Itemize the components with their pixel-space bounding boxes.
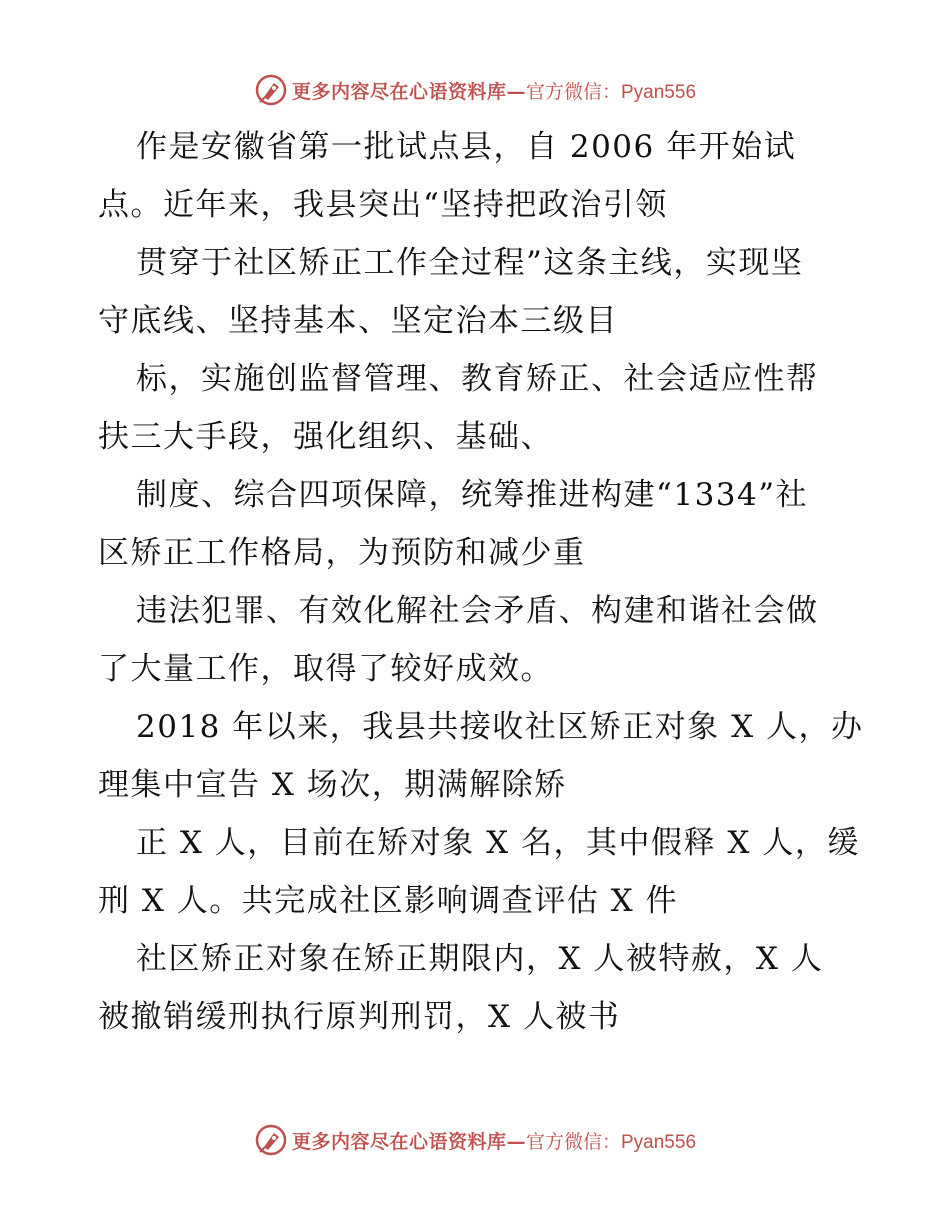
text-line: 点。近年来，我县突出“坚持把政治引领 — [98, 187, 668, 223]
header-banner — [0, 70, 950, 110]
text-line: 区矫正工作格局，为预防和减少重 — [98, 535, 586, 571]
text-line: 贯穿于社区矫正工作全过程”这条主线，实现坚 — [136, 245, 804, 281]
footer-banner — [0, 1120, 950, 1160]
text-line: 制度、综合四项保障，统筹推进构建“1334”社 — [136, 477, 809, 513]
text-line: 标，实施创监督管理、教育矫正、社会适应性帮 — [136, 361, 819, 397]
text-line: 刑 X 人。共完成社区影响调查评估 X 件 — [98, 883, 679, 919]
text-line: 2018 年以来，我县共接收社区矫正对象 X 人，办 — [136, 709, 864, 745]
pen-nib-logo-icon — [254, 1123, 288, 1157]
text-line: 了大量工作，取得了较好成效。 — [98, 651, 553, 687]
text-line: 作是安徽省第一批试点县，自 2006 年开始试 — [136, 129, 797, 165]
banner-title: 更多内容尽在心语资料库— — [291, 1130, 526, 1153]
text-line: 被撤销缓刑执行原判刑罚，X 人被书 — [98, 999, 621, 1035]
text-line: 社区矫正对象在矫正期限内，X 人被特赦，X 人 — [136, 941, 824, 977]
pen-nib-logo-icon — [254, 73, 288, 107]
text-line: 违法犯罪、有效化解社会矛盾、构建和谐社会做 — [136, 593, 819, 629]
text-line: 扶三大手段，强化组织、基础、 — [98, 419, 553, 455]
banner-wechat: 官方微信：Pyan556 — [526, 81, 697, 103]
text-line: 正 X 人，目前在矫对象 X 名，其中假释 X 人，缓 — [136, 825, 860, 861]
body-text — [98, 118, 864, 1046]
banner-title: 更多内容尽在心语资料库— — [291, 80, 526, 103]
text-line: 守底线、坚持基本、坚定治本三级目 — [98, 303, 618, 339]
banner-wechat: 官方微信：Pyan556 — [526, 1131, 697, 1153]
text-line: 理集中宣告 X 场次，期满解除矫 — [98, 767, 567, 803]
